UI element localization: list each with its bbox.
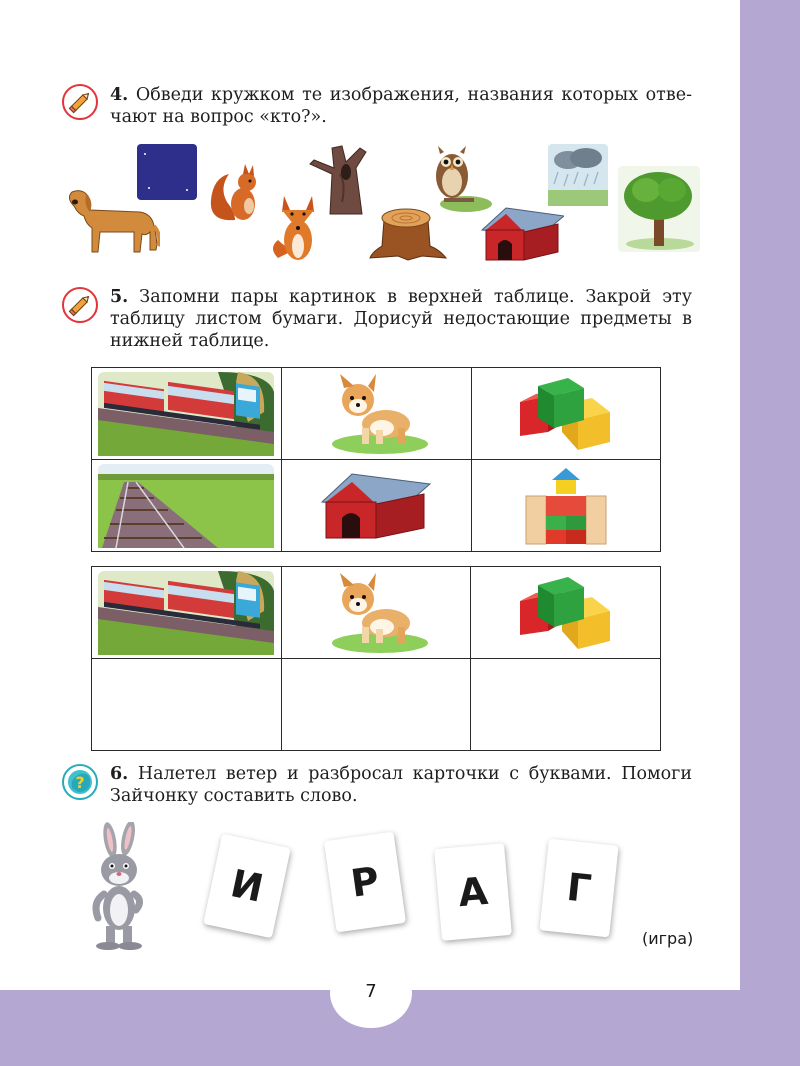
empty-drawing-cell[interactable]	[281, 659, 471, 751]
task-6-instruction: Налетел ветер и разбросал карточки с буквами. Помоги Зайчонку составить слово.	[110, 764, 692, 806]
cubes-picture	[518, 575, 614, 651]
owl-picture[interactable]	[426, 144, 492, 212]
table-row	[92, 460, 661, 552]
puppy-picture	[324, 573, 428, 653]
table-cell	[471, 368, 661, 460]
pencil-icon	[62, 84, 98, 120]
block-tower-picture	[524, 466, 608, 546]
table-row	[92, 368, 661, 460]
moon-picture[interactable]	[137, 144, 197, 200]
train-picture	[98, 571, 274, 655]
table-cell	[92, 567, 282, 659]
pencil-icon	[62, 287, 98, 323]
task-5-text	[110, 286, 692, 352]
table-cell	[92, 460, 282, 552]
letter-card[interactable]: И	[203, 834, 291, 939]
table-row	[92, 659, 661, 751]
top-table	[91, 367, 661, 552]
table-cell	[92, 368, 282, 460]
task-4-number: 4.	[110, 85, 129, 105]
task-5-instruction: Запомни пары картинок в верхней таблице. Закрой эту таблицу листом бумаги. Дорисуй недостающие предметы в нижней таблице.	[110, 287, 692, 351]
doghouse-picture	[320, 472, 432, 540]
bunny-picture	[84, 822, 154, 950]
doghouse-picture[interactable]	[478, 206, 564, 262]
task-6-number: 6.	[110, 764, 129, 784]
empty-drawing-cell[interactable]	[471, 659, 661, 751]
cubes-picture	[518, 376, 614, 452]
railway-picture	[98, 464, 274, 548]
tree-picture[interactable]	[618, 166, 700, 252]
svg-text:?: ?	[75, 773, 85, 792]
task-5-number: 5.	[110, 287, 129, 307]
train-picture	[98, 372, 274, 456]
question-icon	[62, 764, 98, 800]
table-row	[92, 567, 661, 659]
puppy-picture	[324, 374, 428, 454]
letter-card[interactable]: Р	[324, 832, 406, 933]
task-4-text	[110, 84, 692, 128]
table-cell	[281, 368, 471, 460]
table-cell	[281, 567, 471, 659]
letter-card[interactable]: Г	[539, 839, 618, 938]
table-cell	[471, 460, 661, 552]
page-number: 7	[330, 958, 412, 1028]
empty-drawing-cell[interactable]	[92, 659, 282, 751]
letter-card[interactable]: А	[434, 843, 512, 941]
table-cell	[281, 460, 471, 552]
task-6-text	[110, 763, 692, 807]
table-cell	[471, 567, 661, 659]
task-4-instruction: Обведи кружком те изображения, названия которых отве-чают на вопрос «кто?».	[110, 85, 692, 127]
bottom-table	[91, 566, 661, 751]
answer-hint: (игра)	[642, 929, 694, 948]
squirrel-picture[interactable]	[205, 160, 261, 226]
rain-cloud-picture[interactable]	[548, 144, 608, 206]
